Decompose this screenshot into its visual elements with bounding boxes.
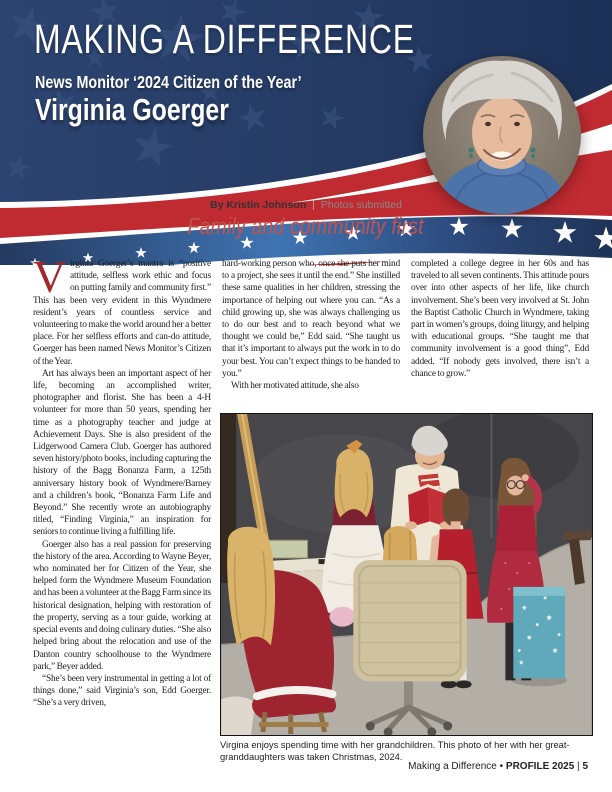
portrait-photo: [422, 55, 582, 215]
drop-cap: V: [33, 251, 67, 302]
footer-series: Making a Difference: [408, 761, 497, 772]
article-column-2: [222, 258, 400, 392]
byline: [0, 199, 612, 211]
article-paragraph: Art has always been an important aspect of her life, becoming an accomplished writer, photographer and florist. She has been a 4-H volunteer for more than 50 years, spending her time as a photography teacher and judge at Achievement Days. She is also president of the Lidgerwood Camera Club. Goerger has authored seven history/photo books, including capturing the history of the Bagg Bonanza Farm, a 125th anniversary history book of Wyndmere/Barney and a children’s book, “Bonanza Farm Life and Beyond.” She recently wrote an autobiography titled, “Finding Virginia,” an inspiration for seniors to continue living a fulfilling life.: [33, 368, 211, 538]
article-column-3: [411, 258, 589, 380]
footer-page-number: 5: [582, 761, 588, 772]
header-banner: [0, 0, 612, 265]
byline-separator: |: [312, 199, 315, 211]
article-paragraph: “She’s been very instrumental in getting a lot of things done,” said Virginia’s son, Edd Goerger. “She’s a very driven,: [33, 673, 211, 709]
portrait-graphic: [422, 55, 582, 215]
article-paragraph: With her motivated attitude, she also: [231, 381, 359, 392]
byline-credit: Photos submitted: [320, 199, 402, 211]
footer-divider: |: [577, 761, 580, 772]
article-column-1: [33, 251, 211, 710]
article-paragraph: hard-working person who, once she puts her mind to a project, she sees it until the end.” She instilled these same qualities in her children, stressing the importance of helping out where you can. “As a child growing up, she was always challenging us to do our best and to reach beyond what we thought we could be,” Edd said. “She taught us that it’s important to always put the work in to do your best. You can’t expect things to be handed to you.”: [222, 259, 400, 379]
photo-scene-graphic: [221, 414, 592, 735]
byline-author: By Kristin Johnson: [210, 199, 307, 211]
paragraph-text: irginia Goerger’s mantra is “positive attitude, selfless work ethic and focus on putting family and community first.” This has been very evident in this Wyndmere resident’s years of countless service and volunteering to make the world around her a better place. For her selfless efforts and can-do attitude, Goerger has been named News Monitor’s Citizen of the Year.: [33, 259, 211, 367]
honoree-name: Virginia Goerger: [35, 92, 229, 127]
section-subtitle: Family and community first: [187, 213, 425, 239]
page-title: MAKING A DIFFERENCE: [34, 16, 415, 62]
kicker: News Monitor ‘2024 Citizen of the Year’: [35, 72, 302, 92]
gift-box: [511, 587, 567, 686]
section-subtitle-wrap: [0, 213, 612, 240]
article-paragraph: [33, 251, 211, 368]
feature-photo: [220, 413, 593, 736]
footer-bullet: •: [499, 761, 504, 772]
footer-publication: PROFILE 2025: [505, 761, 575, 772]
article-paragraph: Goerger also has a real passion for preserving the history of the area. According to Wayne Beyer, who nominated her for Citizen of the Year, she helped form the Wyndmere Museum Foundation and has been a volunteer at the Bagg Farm since its historical designation, helping with restoration of the property, serving as a tour guide, working at special events and doing culinary duties. “She also helped bring about the relocation and use of the Danton country schoolhouse to the Wyndmere park,” Beyer added.: [33, 539, 211, 672]
photo-caption: Virgina enjoys spending time with her grandchildren. This photo of her with her great-granddaughters was taken Christmas, 2024.: [220, 740, 570, 762]
article-paragraph: completed a college degree in her 60s and has traveled to all seven continents. This attitude pours over into other aspects of her life, like church involvement. She’s been very involved at St. John the Baptist Catholic Church in Wyndmere, taking part in women’s groups, doing liturgy, and helping with educational groups. “She taught me that community involvement is a good thing”, Edd added. “If nobody gets involved, there isn’t a chance to grow.”: [411, 259, 589, 379]
